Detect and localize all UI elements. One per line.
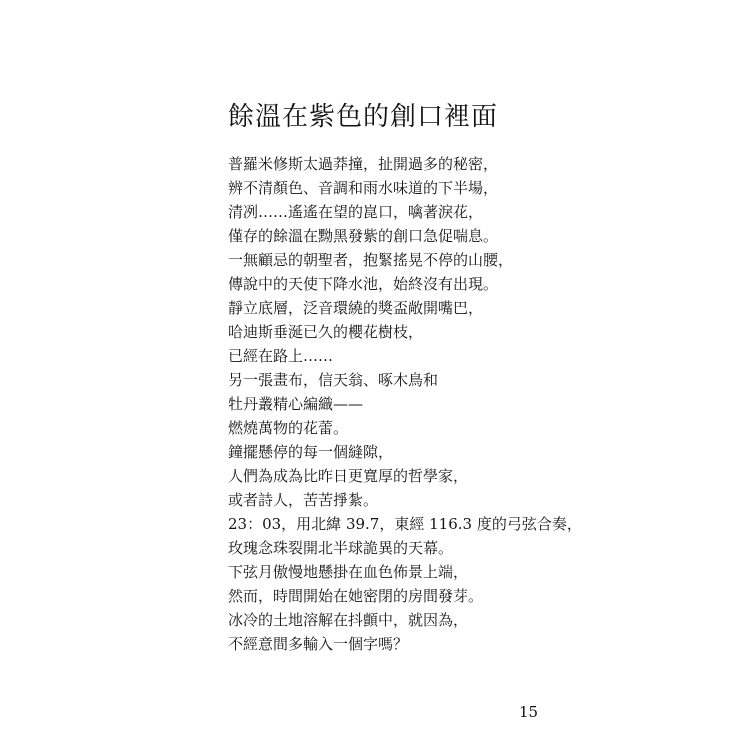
poem-line: 清冽……遙遙在望的崑口，噙著淚花，: [228, 203, 484, 221]
poem-line: 哈迪斯垂涎已久的櫻花樹枝，: [228, 323, 424, 341]
poem-line: 傳說中的天使下降水池，始終沒有出現。: [228, 275, 499, 293]
poem-line: 然而，時間開始在她密閉的房間發芽。: [228, 587, 484, 605]
poem-line: 玫瑰念珠裂開北半球詭異的天幕。: [228, 539, 454, 557]
poem-line: 不經意間多輸入一個字嗎？: [228, 635, 409, 653]
poem-line: 或者詩人，苦苦掙紮。: [228, 491, 379, 509]
poem-line: 已經在路上……: [228, 347, 334, 365]
poem-line: 鐘擺懸停的每一個縫隙，: [228, 443, 394, 461]
poem-line: 普羅米修斯太過莽撞，扯開過多的秘密，: [228, 155, 499, 173]
poem-line: 人們為成為比昨日更寬厚的哲學家，: [228, 467, 469, 485]
poem-line: 牡丹叢精心編織——: [228, 395, 364, 413]
poem-title: 餘溫在紫色的創口裡面: [228, 102, 499, 132]
poem-line: 另一張畫布，信天翁、啄木鳥和: [228, 371, 439, 389]
poem-line: 靜立底層，泛音環繞的獎盃敞開嘴巴，: [228, 299, 484, 317]
poem-line: 下弦月傲慢地懸掛在血色佈景上端，: [228, 563, 469, 581]
poem-line: 燃燒萬物的花蕾。: [228, 419, 349, 437]
poem-body: [228, 152, 582, 656]
poem-line: 辨不清顏色、音調和雨水味道的下半場，: [228, 179, 499, 197]
page-number: 15: [519, 703, 539, 721]
poem-line: 冰冷的土地溶解在抖顫中，就因為，: [228, 611, 469, 629]
poem-line: 一無顧忌的朝聖者，抱緊搖晃不停的山腰，: [228, 251, 514, 269]
poem-line: 僅存的餘溫在黝黑發紫的創口急促喘息。: [228, 227, 499, 245]
poem-line: 23：03，用北緯 39.7，東經 116.3 度的弓弦合奏，: [228, 515, 582, 533]
